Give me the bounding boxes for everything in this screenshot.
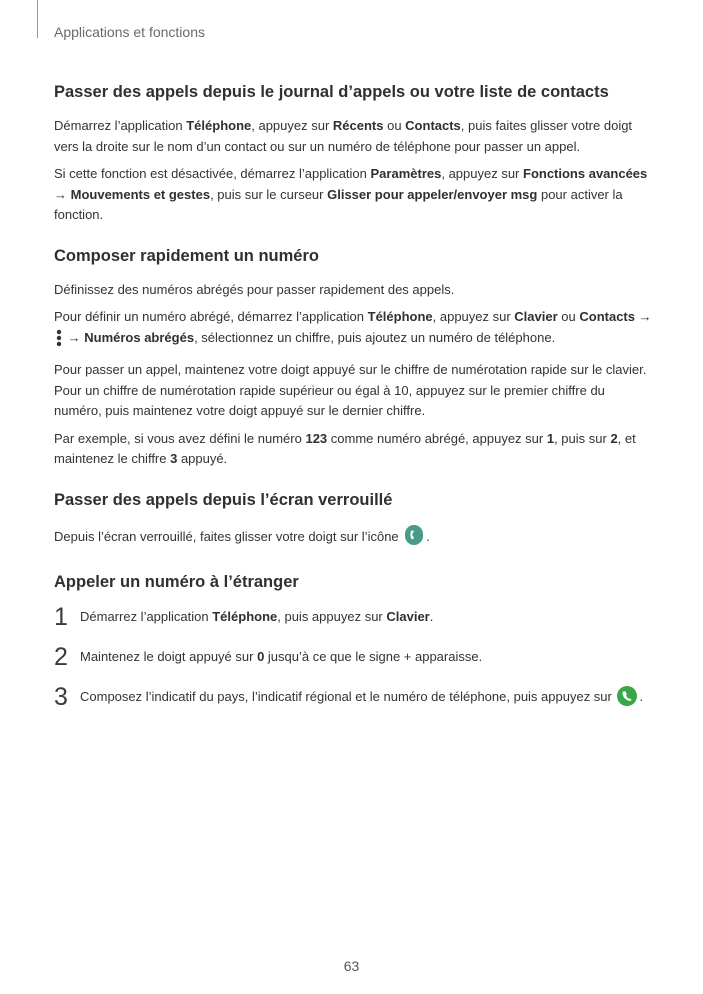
header-divider [37, 0, 38, 38]
paragraph: Par exemple, si vous avez défini le numéro 123 comme numéro abrégé, appuyez sur 1, puis sur 2, et maintenez le chiffre 3 appuyé. [54, 430, 636, 466]
section-title: Appeler un numéro à l’étranger [54, 573, 299, 591]
call-button-icon [617, 686, 637, 713]
phone-app-icon [404, 524, 424, 553]
step-2: 2 Maintenez le doigt appuyé sur 0 jusqu’à ce que le signe + apparaisse. [54, 643, 483, 671]
paragraph: Si cette fonction est désactivée, démarrez l’application Paramètres, appuyez sur Fonctions avancées → Mouvements et gestes, puis sur le curseur Glisser pour appeler/envoyer msg pour activer la fonction. [54, 166, 648, 222]
section-lock-screen [54, 488, 652, 553]
paragraph: Démarrez l’application Téléphone, appuyez sur Récents ou Contacts, puis faites glisser votre doigt vers la droite sur le nom d’un contact ou sur un numéro de téléphone pour passer un appel. [54, 118, 633, 154]
paragraph: Pour passer un appel, maintenez votre doigt appuyé sur le chiffre de numérotation rapide sur le clavier. Pour un chiffre de numérotation rapide supérieur ou égal à 10, appuyez sur le premier chiffre du numéro, puis maintenez votre doigt appuyé sur le dernier chiffre. [54, 362, 647, 418]
section-speed-dial [54, 244, 652, 470]
paragraph: Définissez des numéros abrégés pour passer rapidement des appels. [54, 281, 455, 297]
section-header: Applications et fonctions [54, 24, 205, 40]
section-title: Passer des appels depuis le journal d’appels ou votre liste de contacts [54, 83, 609, 101]
more-options-icon [56, 329, 62, 354]
page-content [54, 80, 652, 731]
step-number: 3 [54, 683, 68, 711]
page-number: 63 [343, 958, 360, 974]
section-title: Passer des appels depuis l’écran verrouillé [54, 490, 393, 509]
step-1: 1 Démarrez l’application Téléphone, puis appuyez sur Clavier. [54, 603, 434, 631]
section-international [54, 570, 652, 713]
paragraph: Depuis l’écran verrouillé, faites glisser votre doigt sur l’icône . [54, 524, 652, 553]
step-number: 1 [54, 603, 68, 631]
section-title: Composer rapidement un numéro [54, 246, 319, 265]
paragraph: Pour définir un numéro abrégé, démarrez l’application Téléphone, appuyez sur Clavier ou Contacts → → Numéros abrégés, sélectionnez un chiffre, puis ajoutez un numéro de téléphone. [54, 307, 652, 353]
section-call-from-log [54, 80, 652, 226]
step-number: 2 [54, 643, 68, 671]
step-3: 3 Composez l’indicatif du pays, l’indicatif régional et le numéro de téléphone, puis appuyez sur . [54, 683, 644, 711]
